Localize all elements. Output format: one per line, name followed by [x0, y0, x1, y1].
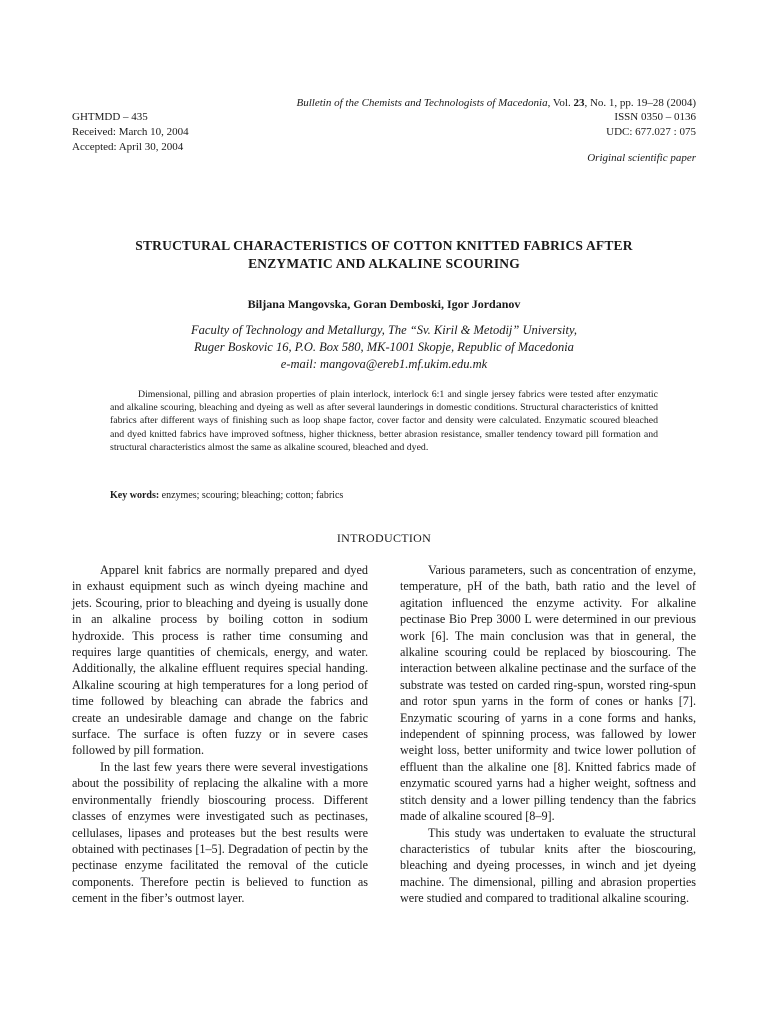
volume-prefix: , Vol. [547, 97, 574, 109]
paragraph: Apparel knit fabrics are normally prepared and dyed in exhaust equipment such as winch dyeing machine and jets. Scouring, prior to bleaching and dyeing is usually done in an alkaline process by boiling cotton in sodium hydroxide. This process is rather time consuming and requires large quantities of chemicals, energy, and water. Additionally, the alkaline effluent requires special handing. Alkaline scouring at high temperatures for a long period of time followed by bleaching can abrade the fabrics and create an undesirable damage and change on the fabric surface. The surface is often fuzzy or in severe cases followed by pill formation. [72, 563, 368, 758]
udc: UDC: 677.027 : 075 [606, 126, 696, 138]
paper-type: Original scientific paper [587, 152, 696, 164]
keywords [110, 490, 343, 501]
paper-title [72, 237, 696, 273]
issue-pages: , No. 1, pp. 19–28 (2004) [584, 97, 696, 109]
paragraph: This study was undertaken to evaluate the structural characteristics of tubular knits after the bioscouring, bleaching and dyeing processes, in winch and jet dyeing machine. The dimensional, pilling and abrasion properties were studied and compared to traditional alkaline scouring. [400, 825, 696, 906]
keywords-label: Key words: [110, 490, 160, 501]
affiliation-line: Faculty of Technology and Metallurgy, The “Sv. Kiril & Metodij” University, [191, 323, 577, 337]
submission-meta [72, 110, 189, 155]
abstract: Dimensional, pilling and abrasion properties of plain interlock, interlock 6:1 and single jersey fabrics were tested after enzymatic and alkaline scouring, bleaching and dyeing as well as after several launderings in domestic conditions. Structural characteristics of knitted fabrics after different ways of finishing such as loop shape factor, cover factor and density were calculated. Enzymatic scoured bleached and dyed knitted fabrics have improved softness, higher thickness, better abrasion resistance, smaller tendency toward pill formation and structural characteristics almost the same as alkaline scoured, bleached and dyed. [110, 389, 658, 453]
left-column [72, 562, 368, 907]
paragraph: In the last few years there were several investigations about the possibility of replacing the alkaline with a more environmentally friendly bioscouring process. Different classes of enzymes were investigated such as pectinases, cellulases, lipases and proteases but the best results were obtained with pectinases [1–5]. Degradation of pectin by the pectinase enzyme facilitated the removal of the cuticle components. Therefore pectin is believed to function as cement in the fiber’s outmost layer. [72, 759, 368, 906]
received-date: Received: March 10, 2004 [72, 126, 189, 138]
title-line: STRUCTURAL CHARACTERISTICS OF COTTON KNITTED FABRICS AFTER [135, 238, 633, 253]
email: e-mail: mangova@ereb1.mf.ukim.edu.mk [280, 357, 488, 371]
accepted-date: Accepted: April 30, 2004 [72, 141, 184, 153]
right-column [400, 562, 696, 907]
title-line: ENZYMATIC AND ALKALINE SCOURING [248, 256, 520, 271]
affiliation [72, 322, 696, 373]
journal-identifiers [606, 110, 696, 140]
paragraph: Various parameters, such as concentration of enzyme, temperature, pH of the bath, bath ratio and the level of agitation influenced the enzyme activity. For alkaline pectinase Bio Prep 3000 L were determined in our previous work [6]. The main conclusion was that in general, the alkaline scouring could be replaced by bioscouring. The interaction between alkaline pectinase and the surface of the substrate was tested on carded ring-spun, worsted ring-spun and rotor spun yarns in the form of cones or hanks [7]. Enzymatic scouring of yarns in a cone forms and hanks, independent of spinning process, was fallowed by lower weight loss, better uniformity and twice lower pollution of effluent than the alkaline one [8]. Knitted fabrics made of enzymatic scoured yarns had a higher weight, softness and stitch density and a lower pilling tendency than the fabrics made of alkaline scoured [8–9]. [400, 563, 696, 824]
journal-citation [0, 97, 696, 109]
journal-name: Bulletin of the Chemists and Technologists of Macedonia [296, 97, 548, 109]
keywords-text: enzymes; scouring; bleaching; cotton; fabrics [159, 490, 344, 501]
affiliation-line: Ruger Boskovic 16, P.O. Box 580, MK-1001 Skopje, Republic of Macedonia [194, 340, 574, 354]
authors: Biljana Mangovska, Goran Demboski, Igor Jordanov [247, 297, 521, 311]
volume-number: 23 [573, 97, 585, 109]
article-code: GHTMDD – 435 [72, 111, 148, 123]
section-heading: INTRODUCTION [336, 531, 432, 545]
issn: ISSN 0350 – 0136 [614, 111, 696, 123]
